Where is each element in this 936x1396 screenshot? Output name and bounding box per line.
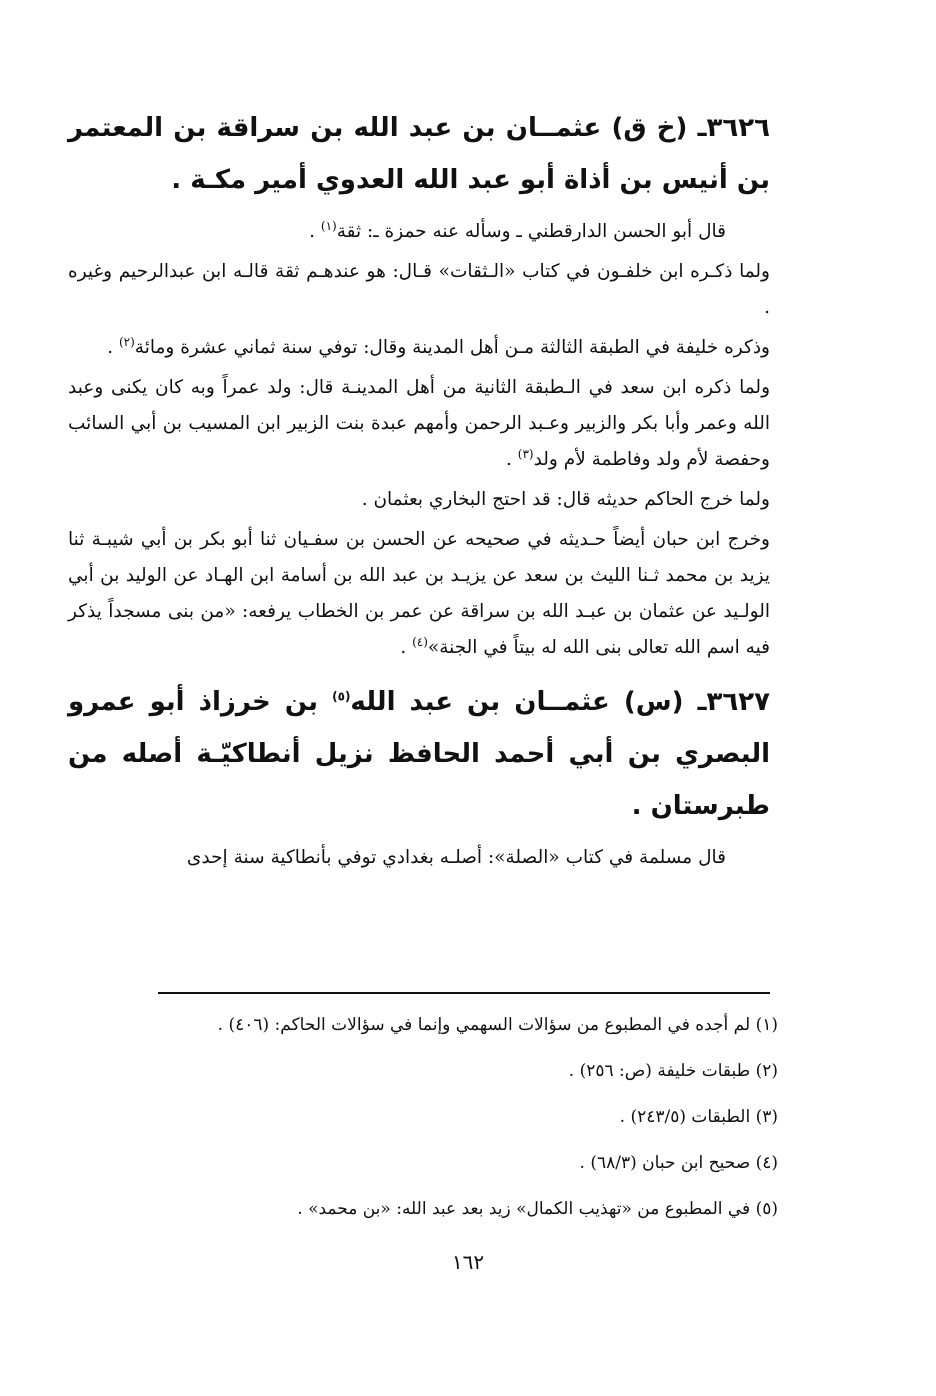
paragraph <box>68 840 770 876</box>
footnote-divider <box>158 992 770 994</box>
heading-text: ٣٦٢٧ـ (س) عثمــان بن عبد الله <box>350 687 770 717</box>
paragraph-text: ولما خرج الحاكم حديثه قال: قد احتج البخاري بعثمان . <box>361 489 770 510</box>
paragraph-text: ولما ذكـره ابن خلفـون في كتاب «الـثقات» قـال: هو عندهـم ثقة قالـه ابن عبدالرحيم وغيره . <box>68 261 770 318</box>
footnote-ref: (٣) <box>517 446 534 461</box>
footnote-3: (٣) الطبقات (٢٤٣/٥) . <box>619 1107 778 1127</box>
paragraph-text: قال مسلمة في كتاب «الصلة»: أصلـه بغدادي توفي بأنطاكية سنة إحدى <box>186 847 726 868</box>
footnote-1: (١) لم أجده في المطبوع من سؤالات السهمي وإنما في سؤالات الحاكم: (٤٠٦) . <box>217 1015 778 1035</box>
paragraph <box>68 370 770 478</box>
paragraph <box>68 330 770 366</box>
footnote-ref: (٢) <box>118 334 135 349</box>
paragraph-end: . <box>400 637 413 658</box>
page-number: ١٦٢ <box>451 1250 485 1274</box>
footnote-ref: (٤) <box>412 634 428 649</box>
entry-heading-3627 <box>68 676 770 832</box>
paragraph-text: ولما ذكره ابن سعد في الـطبقة الثانية من أهل المدينـة قال: ولد عمراً وبه كان يكنى وعبد الله وعمر وأبا بكر والزبير وعـبد الرحمن وأمهم عبدة بنت الزبير ابن المسيب بن أبي السائب وحفصة لأم ولد وفاطمة لأم ولد <box>68 377 770 470</box>
footnote-4: (٤) صحيح ابن حبان (٦٨/٣) . <box>579 1153 778 1173</box>
paragraph-text: وذكره خليفة في الطبقة الثالثة مـن أهل المدينة وقال: توفي سنة ثماني عشرة ومائة <box>134 337 770 358</box>
main-text <box>68 102 770 880</box>
footnote-2: (٢) طبقات خليفة (ص: ٢٥٦) . <box>568 1061 778 1081</box>
paragraph-end: . <box>107 337 119 358</box>
paragraph-end: . <box>309 221 321 242</box>
footnote-5: (٥) في المطبوع من «تهذيب الكمال» زيد بعد عبد الله: «بن محمد» . <box>297 1199 778 1219</box>
entry-heading-3626: ٣٦٢٦ـ (خ ق) عثمــان بن عبد الله بن سراقة بن المعتمر بن أنيس بن أذاة أبو عبد الله العدوي أمير مكـة . <box>68 113 770 195</box>
paragraph-text: وخرج ابن حبان أيضاً حـديثه في صحيحه عن الحسن بن سفـيان ثنا أبو بكر بن أبي شيبـة ثنا يزيد بن محمد ثـنا الليث بن سعد عن يزيـد بن عبد الله بن أسامة ابن الهـاد عن الوليد بن أبي الولـيد عن عثمان بن عبـد الله بن سراقة عن عمر بن الخطاب يرفعه: «من بنى مسجداً يذكر فيه اسم الله تعالى بنى الله له بيتاً في الجنة» <box>68 529 771 658</box>
paragraph <box>68 522 770 666</box>
paragraph <box>68 214 770 250</box>
heading-text: بن خرزاذ أبو عمرو البصري بن أبي أحمد الحافظ نزيل أنطاكيّـة أصله من طبرستان . <box>68 687 770 821</box>
paragraph-end: . <box>505 449 518 470</box>
paragraph <box>68 482 770 518</box>
footnote-ref: (١) <box>320 218 337 233</box>
footnotes <box>110 1002 778 1232</box>
paragraph-text: قال أبو الحسن الدارقطني ـ وسأله عنه حمزة ـ: ثقة <box>336 221 726 242</box>
footnote-ref: (٥) <box>332 689 351 704</box>
paragraph <box>68 254 770 326</box>
